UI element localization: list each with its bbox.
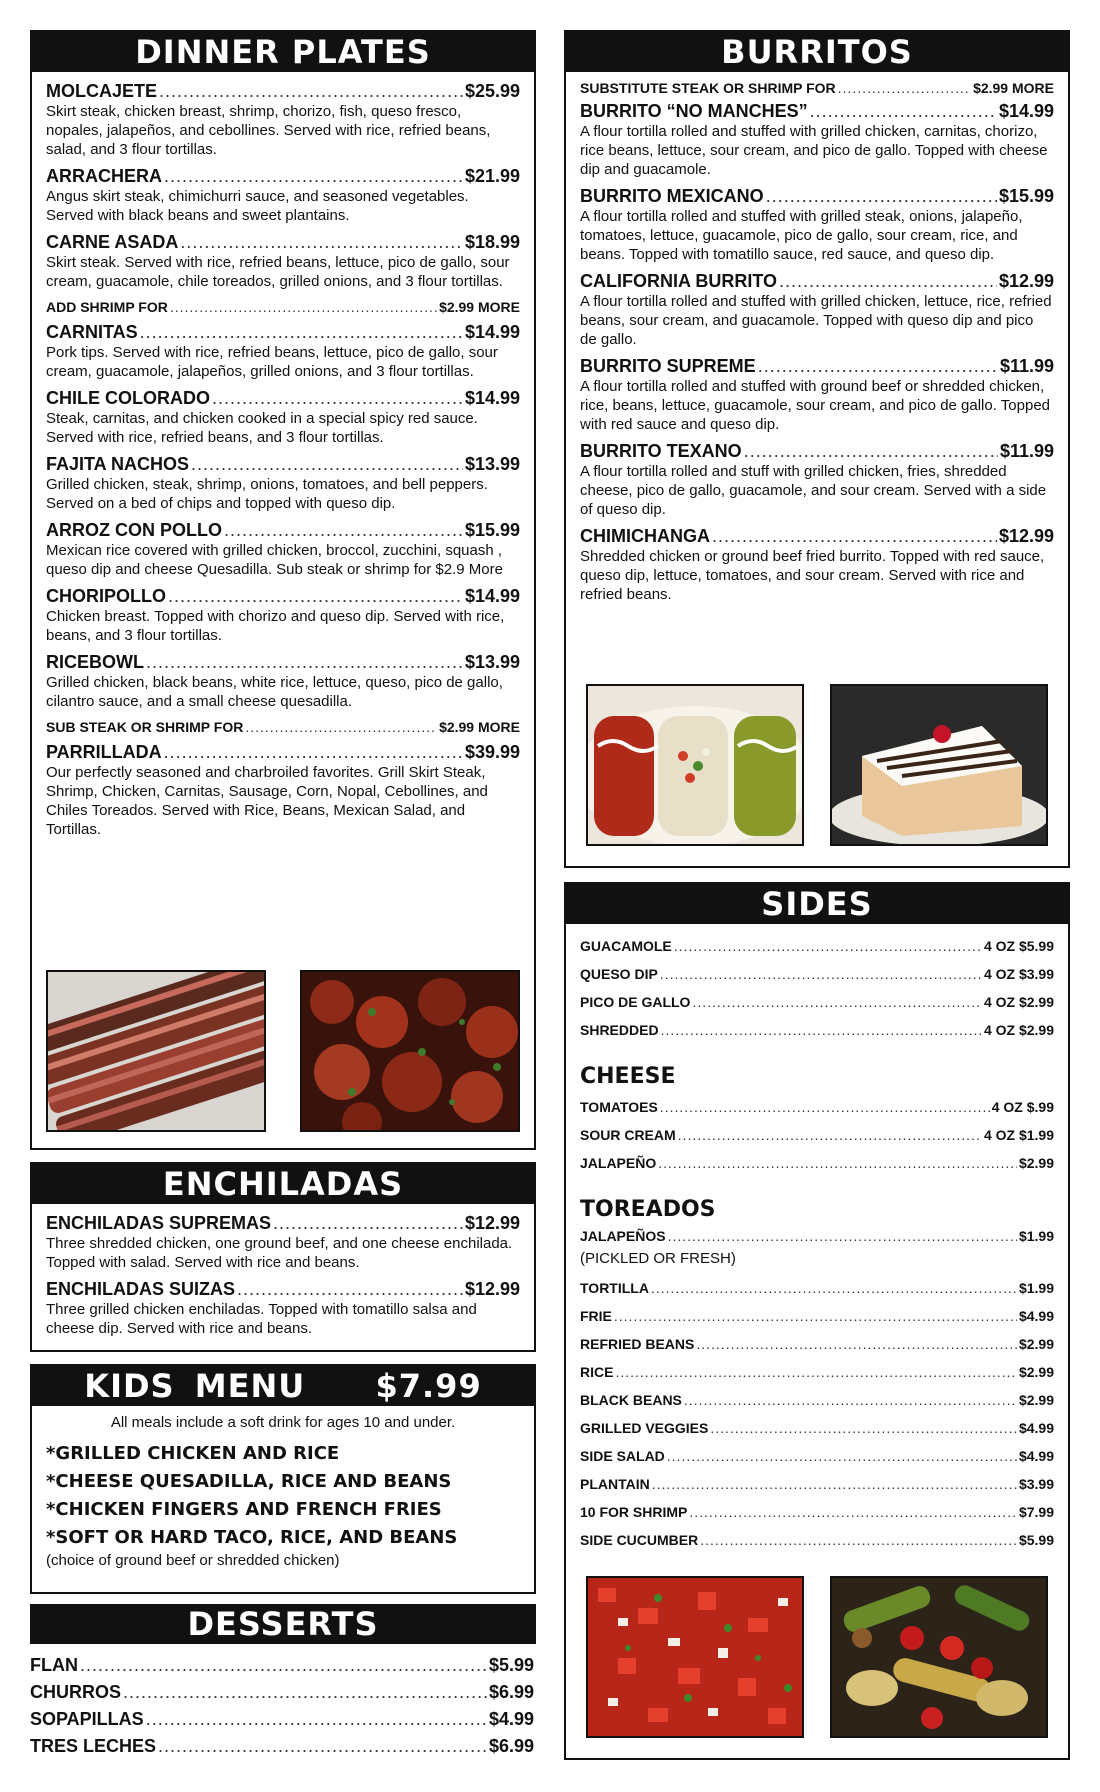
tres-leches-photo [830,684,1048,846]
menu-item [580,1149,1054,1177]
item-name: TRES LECHES [30,1736,157,1756]
leader-dots [158,1733,487,1760]
item-price: $13.99 [464,454,520,474]
burritos-title: BURRITOS [566,32,1068,72]
kids-menu-panel [30,1364,536,1594]
menu-item [46,519,520,579]
item-name: JALAPEÑO [580,1155,657,1171]
menu-item [580,525,1054,604]
item-name: SHREDDED [580,1022,659,1038]
menu-item [46,1278,520,1338]
item-price: $5.99 [488,1655,534,1675]
item-description: Three grilled chicken enchiladas. Topped with tomatillo salsa and cheese dip. Served with rice and beans. [46,1301,477,1337]
item-price: $13.99 [464,652,520,672]
menu-item [580,960,1054,988]
item-name: RICEBOWL [46,652,144,672]
item-price: $12.99 [998,271,1054,291]
sides-title: SIDES [566,884,1068,924]
item-name: CHILE COLORADO [46,388,210,408]
leader-dots [779,270,997,292]
item-price: 4 OZ $.99 [991,1099,1054,1115]
grilled-veggies-image [832,1578,1046,1736]
item-price: $3.99 [1018,1476,1054,1492]
menu-item [46,585,520,645]
menu-item [580,270,1054,349]
menu-item [580,1330,1054,1358]
menu-item [580,1498,1054,1526]
item-price: $14.99 [464,586,520,606]
item-price: $2.99 [1018,1336,1054,1352]
menu-item [580,1274,1054,1302]
leader-dots [696,1330,1017,1358]
item-description: Shredded chicken or ground beef fried burrito. Topped with red sauce, queso dip, lettuce, tomatoes, and sour cream. Served with rice and refried beans. [580,548,1045,603]
item-price: $7.99 [1018,1504,1054,1520]
kids-menu-price: $7.99 [375,1367,482,1405]
kids-menu-item: *SOFT OR HARD TACO, RICE, AND BEANS [46,1527,458,1548]
item-name: CHIMICHANGA [580,526,710,546]
item-price: $2.99 MORE [439,719,520,735]
item-price: $5.99 [1018,1532,1054,1548]
jalapenos-item [580,1226,1054,1268]
item-description: Three shredded chicken, one ground beef, and one cheese enchilada. Topped with salad. Served with rice and beans. [46,1235,513,1271]
leader-dots [614,1302,1017,1330]
carne-image [302,972,518,1130]
item-name: CARNE ASADA [46,232,179,252]
sides-group-basic [580,932,1054,1044]
item-name: BURRITO SUPREME [580,356,756,376]
item-name: 10 FOR SHRIMP [580,1504,688,1520]
item-price: $2.99 MORE [973,80,1054,96]
leader-dots [170,297,437,317]
item-price: 4 OZ $3.99 [983,966,1054,982]
leader-dots [168,585,463,607]
sides-list [566,924,1068,1554]
menu-item [46,387,520,447]
item-price: $25.99 [464,81,520,101]
dinner-plates-panel [30,30,536,1150]
item-name: GRILLED VEGGIES [580,1420,709,1436]
item-description: Grilled chicken, steak, shrimp, onions, tomatoes, and bell peppers. Served on a bed of chips and topped with queso dip. [46,476,488,512]
item-name: SOPAPILLAS [30,1709,144,1729]
item-price: $11.99 [999,356,1054,376]
skirt-steak-photo [46,970,266,1132]
item-name: CARNITAS [46,322,138,342]
menu-item [46,231,520,291]
item-name: BURRITO TEXANO [580,441,742,461]
leader-dots [146,1706,487,1733]
item-price: $2.99 MORE [439,299,520,315]
menu-item [580,100,1054,179]
leader-dots [180,231,463,253]
item-description: Chicken breast. Topped with chorizo and queso dip. Served with rice, beans, and 3 flour tortillas. [46,608,505,644]
item-description: Our perfectly seasoned and charbroiled favorites. Grill Skirt Steak, Shrimp, Chicken, Carnitas, Sausage, Corn, Nopal, Cebollines, and Chiles Toreados. Served with Rice, Beans, Mexican Salad, and Tortillas. [46,764,488,838]
menu-item [580,1093,1054,1121]
desserts-list [30,1652,534,1760]
item-price: $1.99 [1018,1280,1054,1296]
item-description: A flour tortilla rolled and stuffed with grilled chicken, carnitas, chorizo, rice beans, lettuce, sour cream, and pico de gallo. Topped with cheese dip and guacamole. [580,123,1048,178]
item-name: PICO DE GALLO [580,994,691,1010]
item-description: Skirt steak. Served with rice, refried beans, lettuce, pico de gallo, sour cream, guacamole, chile toreados, grilled onions, and 3 flour tortillas. [46,254,510,290]
item-price: $4.99 [1018,1308,1054,1324]
item-name: FRIE [580,1308,612,1324]
item-price: $14.99 [464,388,520,408]
leader-dots [674,932,982,960]
dinner-photos [46,970,520,1132]
dinner-plates-list [32,72,534,839]
item-price: $21.99 [464,166,520,186]
leader-dots [164,741,463,763]
menu-item [46,741,520,839]
leader-dots [712,525,997,547]
leader-dots [658,1149,1017,1177]
sides-panel [564,882,1070,1760]
item-name: TOMATOES [580,1099,658,1115]
leader-dots [652,1470,1017,1498]
leader-dots [692,988,982,1016]
item-name: GUACAMOLE [580,938,672,954]
sides-photos [586,1576,1048,1738]
menu-item [46,651,520,711]
leader-dots [710,1414,1017,1442]
item-name: REFRIED BEANS [580,1336,695,1352]
sides-group-cheese [580,1093,1054,1177]
menu-item [580,932,1054,960]
menu-item [46,717,520,737]
enchiladas-image [588,686,802,844]
item-name: ENCHILADAS SUPREMAS [46,1213,272,1233]
item-name: CHORIPOLLO [46,586,166,606]
item-description: Pork tips. Served with rice, refried beans, lettuce, pico de gallo, sour cream, guacamole, jalapeños, grilled onions, and 3 flour tortillas. [46,344,498,380]
menu-item [580,1442,1054,1470]
item-name: FLAN [30,1655,78,1675]
pico-de-gallo-image [588,1578,802,1736]
menu-item [580,185,1054,264]
item-name: ARROZ CON POLLO [46,520,222,540]
kids-menu-list [32,1434,534,1552]
menu-item [30,1652,534,1679]
dinner-plates-title: DINNER PLATES [32,32,534,72]
enchiladas-photo [586,684,804,846]
item-price: $4.99 [488,1709,534,1729]
item-price: $4.99 [1018,1420,1054,1436]
leader-dots [237,1278,463,1300]
item-name: CHURROS [30,1682,122,1702]
item-price: 4 OZ $5.99 [983,938,1054,954]
burritos-panel [564,30,1070,868]
item-description: A flour tortilla rolled and stuffed with ground beef or shredded chicken, rice, beans, lettuce, guacamole, sour cream, and pico de gallo. Topped with red sauce and queso dip. [580,378,1051,433]
leader-dots [224,519,463,541]
menu-item [580,1302,1054,1330]
leader-dots [766,185,997,207]
item-price: $6.99 [488,1682,534,1702]
leader-dots [212,387,463,409]
item-description: Mexican rice covered with grilled chicken, broccol, zucchini, squash , queso dip and cheese Quesadilla. Sub steak or shrimp for $2.9 More [46,542,503,578]
item-description: A flour tortilla rolled and stuff with grilled chicken, fries, shredded cheese, pico de gallo, guacamole, and sour cream. Served with a side of queso dip. [580,463,1047,518]
item-description: A flour tortilla rolled and stuffed with grilled steak, onions, jalapeño, tomatoes, lettuce, guacamole, pico de gallo, sour cream, rice, and beans. Topped with tomatillo sauce, red sauce, and queso dip. [580,208,1023,263]
enchiladas-list [32,1204,534,1338]
leader-dots [660,1093,990,1121]
leader-dots [678,1121,982,1149]
sides-group-extras [580,1274,1054,1554]
item-name: JALAPEÑOS [580,1228,666,1244]
grilled-veggies-photo [830,1576,1048,1738]
menu-item [580,78,1054,98]
item-name: SUBSTITUTE STEAK OR SHRIMP FOR [580,80,836,96]
item-name: ENCHILADAS SUIZAS [46,1279,236,1299]
item-price: $1.99 [1018,1228,1054,1244]
jalapenos-note: (PICKLED OR FRESH) [580,1250,736,1267]
desserts-title: DESSERTS [30,1604,536,1644]
enchiladas-title: ENCHILADAS [32,1164,534,1204]
menu-item [30,1706,534,1733]
leader-dots [838,78,971,98]
menu-item [30,1733,534,1760]
kids-menu-footnote: (choice of ground beef or shredded chicken) [46,1552,340,1569]
leader-dots [191,453,463,475]
item-name: SOUR CREAM [580,1127,676,1143]
item-price: $14.99 [464,322,520,342]
pico-de-gallo-photo [586,1576,804,1738]
menu-item [580,355,1054,434]
item-price: $2.99 [1018,1392,1054,1408]
leader-dots [80,1652,487,1679]
tres-leches-image [832,686,1046,844]
item-name: ARRACHERA [46,166,162,186]
leader-dots [660,960,982,988]
item-name: SIDE SALAD [580,1448,665,1464]
item-price: $4.99 [1018,1448,1054,1464]
menu-item [580,1121,1054,1149]
item-name: QUESO DIP [580,966,658,982]
item-name: FAJITA NACHOS [46,454,190,474]
item-description: Angus skirt steak, chimichurri sauce, and seasoned vegetables. Served with black beans and sweet plantains. [46,188,469,224]
item-description: Steak, carnitas, and chicken cooked in a special spicy red sauce. Served with rice, refried beans, and 3 flour tortillas. [46,410,478,446]
leader-dots [245,717,437,737]
leader-dots [667,1442,1017,1470]
menu-item [580,1386,1054,1414]
leader-dots [661,1016,982,1044]
kids-menu-note: All meals include a soft drink for ages 10 and under. [110,1414,456,1431]
burrito-photos [586,684,1048,846]
item-name: MOLCAJETE [46,81,158,101]
item-price: $11.99 [999,441,1054,461]
menu-item [580,1414,1054,1442]
item-name: CALIFORNIA BURRITO [580,271,777,291]
kids-menu-item: *CHICKEN FINGERS AND FRENCH FRIES [46,1499,442,1520]
enchiladas-panel [30,1162,536,1352]
leader-dots [146,651,463,673]
item-description: Grilled chicken, black beans, white rice, lettuce, queso, pico de gallo, cilantro sauce, and a small cheese quesadilla. [46,674,503,710]
menu-item [30,1679,534,1706]
item-price: $2.99 [1018,1155,1054,1171]
item-price: $12.99 [464,1213,520,1233]
item-price: $14.99 [998,101,1054,121]
leader-dots [744,440,998,462]
leader-dots [159,80,463,102]
item-description: A flour tortilla rolled and stuffed with grilled chicken, lettuce, rice, refried beans, sour cream, and guacamole. Topped with queso dip and pico de gallo. [580,293,1052,348]
leader-dots [164,165,463,187]
item-price: $12.99 [464,1279,520,1299]
kids-menu-banner [32,1366,534,1406]
kids-menu-item: *GRILLED CHICKEN AND RICE [46,1443,340,1464]
item-name: BLACK BEANS [580,1392,682,1408]
leader-dots [684,1386,1017,1414]
burritos-list [566,72,1068,604]
carne-photo [300,970,520,1132]
item-description: Skirt steak, chicken breast, shrimp, chorizo, fish, queso fresco, nopales, jalapeños, and cebollines. Served with rice, refried beans, salad, and 3 flour tortillas. [46,103,491,158]
leader-dots [758,355,998,377]
toreados-heading: TOREADOS [580,1197,716,1222]
menu-item [46,1212,520,1272]
leader-dots [123,1679,487,1706]
item-name: SUB STEAK OR SHRIMP FOR [46,719,244,735]
item-price: 4 OZ $1.99 [983,1127,1054,1143]
menu-item [580,1526,1054,1554]
item-price: 4 OZ $2.99 [983,994,1054,1010]
menu-item [580,1358,1054,1386]
menu-item [46,321,520,381]
menu-item [580,440,1054,519]
leader-dots [273,1212,463,1234]
item-price: $12.99 [998,526,1054,546]
item-name: TORTILLA [580,1280,649,1296]
item-price: 4 OZ $2.99 [983,1022,1054,1038]
item-price: $15.99 [464,520,520,540]
leader-dots [615,1358,1017,1386]
leader-dots [810,100,997,122]
item-price: $39.99 [464,742,520,762]
item-name: BURRITO MEXICANO [580,186,764,206]
menu-item [580,1016,1054,1044]
cheese-heading: CHEESE [580,1064,676,1089]
leader-dots [700,1526,1017,1554]
leader-dots [140,321,463,343]
item-name: SIDE CUCUMBER [580,1532,699,1548]
leader-dots [689,1498,1017,1526]
menu-item [46,453,520,513]
kids-menu-item: *CHEESE QUESADILLA, RICE AND BEANS [46,1471,452,1492]
item-name: PLANTAIN [580,1476,650,1492]
menu-item [46,297,520,317]
item-price: $6.99 [488,1736,534,1756]
item-name: PARRILLADA [46,742,162,762]
item-name: BURRITO “NO MANCHES” [580,101,808,121]
menu-item [46,165,520,225]
menu-item [580,1470,1054,1498]
item-name: ADD SHRIMP FOR [46,299,168,315]
item-price: $15.99 [998,186,1054,206]
skirt-steak-image [48,972,264,1130]
kids-menu-title: KIDS MENU [84,1367,306,1405]
menu-item [46,80,520,159]
item-price: $18.99 [464,232,520,252]
menu-item [580,988,1054,1016]
leader-dots [651,1274,1017,1302]
item-price: $2.99 [1018,1364,1054,1380]
item-name: RICE [580,1364,614,1380]
